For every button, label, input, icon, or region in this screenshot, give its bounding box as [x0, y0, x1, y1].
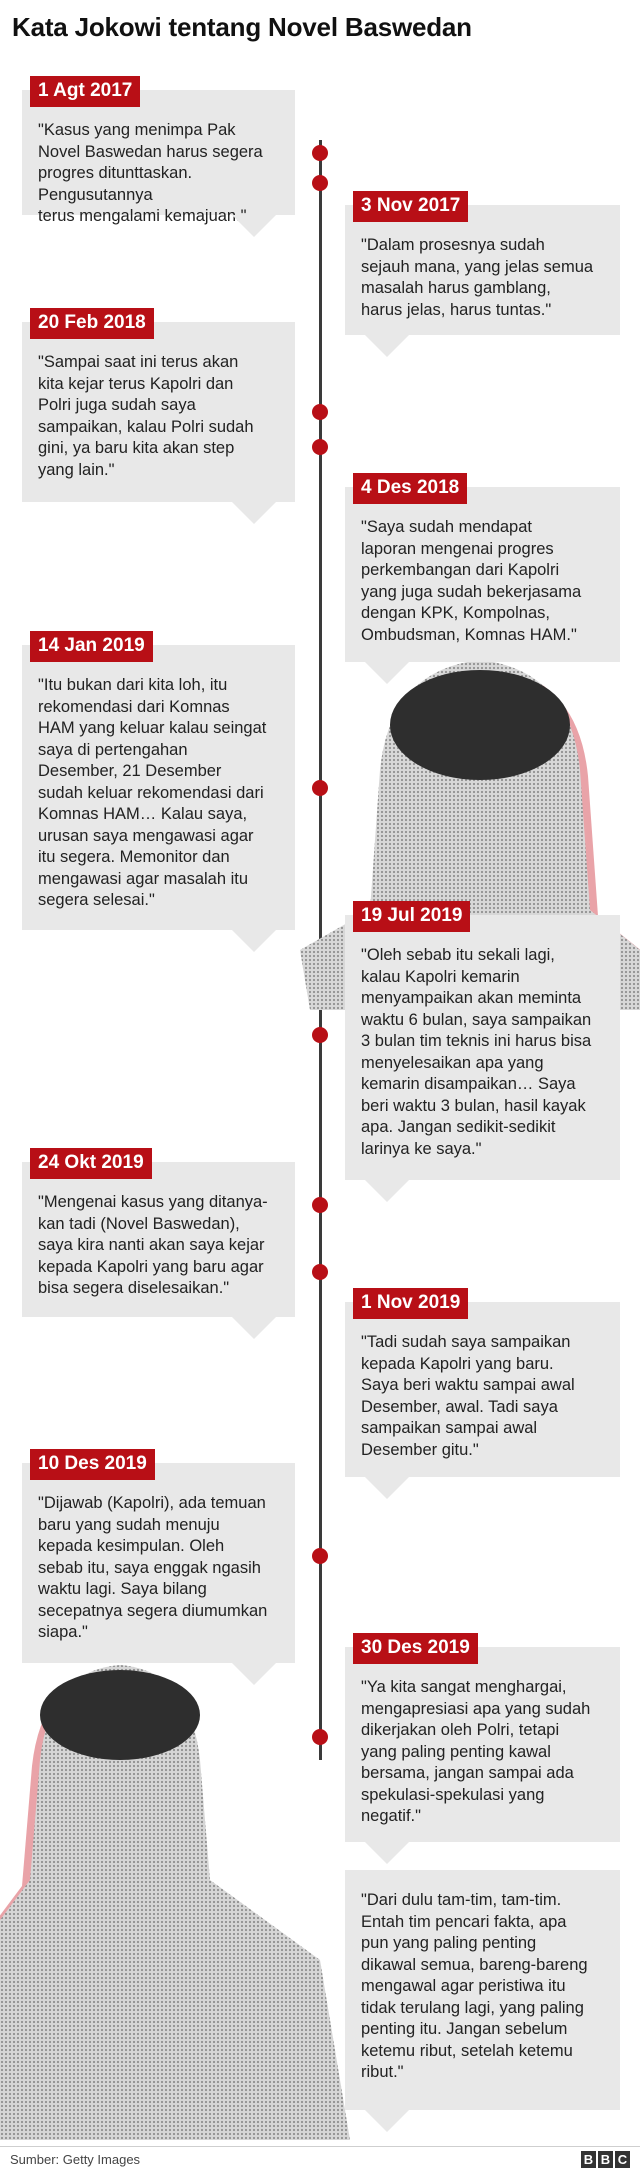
timeline-card	[345, 477, 620, 662]
date-label: 1 Agt 2017	[30, 76, 140, 107]
page-title: Kata Jokowi tentang Novel Baswedan	[12, 12, 472, 42]
quote-text: "Mengenai kasus yang ditanya- kan tadi (Novel Baswedan), saya kira nanti akan saya kejar kepada Kapolri yang baru agar bisa segera diselesaikan."	[38, 1193, 268, 1297]
quote-text: "Dijawab (Kapolri), ada temuan baru yang sudah menuju kepada kesimpulan. Oleh sebab itu, saya enggak ngasih waktu lagi. Saya bilang secepatnya segera diumumkan siapa."	[38, 1494, 268, 1641]
date-label: 1 Nov 2019	[353, 1288, 468, 1319]
timeline-card	[345, 1292, 620, 1477]
date-label: 14 Jan 2019	[30, 631, 153, 662]
timeline-card	[345, 1870, 620, 2110]
bbc-logo	[581, 2151, 630, 2168]
bbc-logo-letter: B	[598, 2151, 613, 2168]
timeline-dot	[312, 1264, 328, 1280]
quote-text: "Saya sudah mendapat laporan mengenai progres perkembangan dari Kapolri yang juga sudah bekerjasama dengan KPK, Kompolnas, Ombudsman, Komnas HAM."	[361, 518, 582, 644]
quote-text: "Sampai saat ini terus akan kita kejar terus Kapolri dan Polri juga sudah saya sampaikan, kalau Polri sudah gini, ya baru kita akan step yang lain."	[38, 353, 254, 479]
quote-text: "Ya kita sangat menghargai, mengapresiasi apa yang sudah dikerjakan oleh Polri, tetapi yang paling penting kawal bersama, jangan sampai ada spekulasi-spekulasi yang negatif."	[361, 1678, 591, 1825]
quote-text: "Oleh sebab itu sekali lagi, kalau Kapolri kemarin menyampaikan akan meminta waktu 6 bulan, saya sampaikan 3 bulan tim teknis ini harus bisa menyelesaikan apa yang kemarin disampaikan… Saya beri waktu 3 bulan, hasil kayak apa. Jangan sedikit-sedikit larinya ke saya."	[361, 946, 592, 1158]
timeline-card	[22, 1453, 295, 1663]
footer-divider	[0, 2146, 640, 2147]
timeline-card	[345, 905, 620, 1180]
quote-text: "Dalam prosesnya sudah sejauh mana, yang jelas semua masalah harus gamblang, harus jelas, harus tuntas."	[361, 236, 594, 319]
timeline-card	[22, 635, 295, 930]
date-label: 24 Okt 2019	[30, 1148, 152, 1179]
date-label: 10 Des 2019	[30, 1449, 155, 1480]
timeline-card	[345, 195, 620, 335]
quote-text: "Tadi sudah saya sampaikan kepada Kapolri yang baru. Saya beri waktu sampai awal Desember, awal. Tadi saya sampaikan sampai awal Desember gitu."	[361, 1333, 575, 1459]
bbc-logo-letter: B	[581, 2151, 596, 2168]
bbc-logo-letter: C	[615, 2151, 630, 2168]
quote-text: "Kasus yang menimpa Pak Novel Baswedan harus segera progres ditunttaskan. Pengusutannya terus mengalami kemajuan."	[38, 121, 263, 225]
date-label: 19 Jul 2019	[353, 901, 470, 932]
jokowi-portrait-bottom	[0, 1660, 360, 2140]
date-label: 4 Des 2018	[353, 473, 467, 504]
date-label: 3 Nov 2017	[353, 191, 468, 222]
timeline-dot	[312, 1027, 328, 1043]
date-label: 20 Feb 2018	[30, 308, 154, 339]
timeline-dot	[312, 439, 328, 455]
timeline-dot	[312, 404, 328, 420]
quote-text: "Dari dulu tam-tim, tam-tim. Entah tim pencari fakta, apa pun yang paling penting dikawal semua, bareng-bareng mengawal agar peristiwa itu tidak terulang lagi, yang paling penting itu. Jangan sebelum ketemu ribut, setelah ketemu ribut."	[361, 1891, 588, 2081]
timeline-dot	[312, 1197, 328, 1213]
source-credit: Sumber: Getty Images	[10, 2152, 141, 2167]
date-label: 30 Des 2019	[353, 1633, 478, 1664]
timeline-card	[345, 1637, 620, 1842]
timeline-dot	[312, 1548, 328, 1564]
quote-text: "Itu bukan dari kita loh, itu rekomendasi dari Komnas HAM yang keluar kalau seingat saya di pertengahan Desember, 21 Desember sudah keluar rekomendasi dari Komnas HAM… Kalau saya, urusan saya mengawasi agar itu segera. Memonitor dan mengawasi agar masalah itu segera selesai."	[38, 676, 267, 909]
timeline-dot	[312, 145, 328, 161]
timeline-card	[22, 1152, 295, 1317]
timeline-card	[22, 80, 295, 225]
timeline-dot	[312, 175, 328, 191]
timeline-card	[22, 312, 295, 502]
